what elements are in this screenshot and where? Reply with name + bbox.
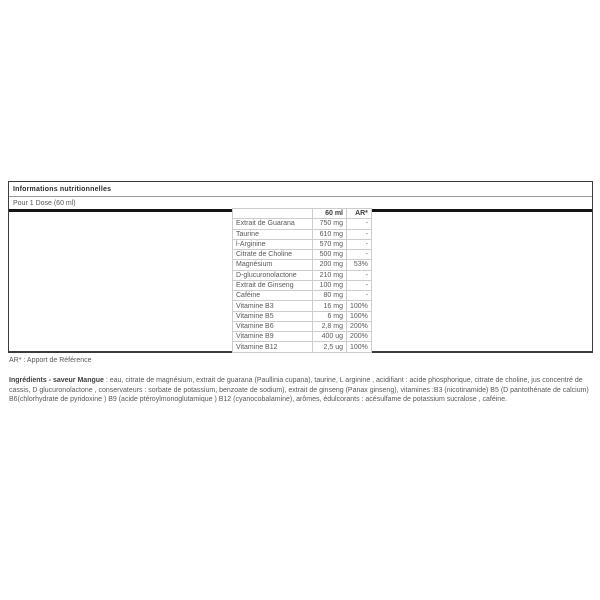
nutrient-ar: 100% — [347, 301, 372, 311]
nutrient-amount: 2,5 ug — [313, 342, 347, 352]
nutrient-amount: 570 mg — [313, 239, 347, 249]
ingredients-text: : eau, citrate de magnésium, extrait de guarana (Paullinia cupana), taurine, L arginine , acidifiant : acide phosphorique, citrate de choline, jus concentré de cassis, D glucuronolactone , conservateurs : sorbate de potassium, benzoate de sodium), extrait de ginseng (Panax ginseng), vitamines :B3 (nicotinamide) B5 (D pantothénate de calcium) B6(chlorhydrate de pyridoxine ) B9 (acide ptéroylmonoglutamique ) B12 (cyanocobalamine), arômes, édulcorants : acésulfame de potassium sucralose , caféine. — [9, 377, 589, 404]
nutrient-amount: 80 mg — [313, 291, 347, 301]
nutrient-ar: - — [347, 280, 372, 290]
ingredients-label: Ingrédients - saveur Mangue — [9, 377, 104, 384]
nutrient-name: Vitamine B3 — [233, 301, 313, 311]
table-row — [233, 301, 372, 311]
nutrition-panel-title: Informations nutritionnelles — [9, 182, 592, 197]
nutrient-amount: 750 mg — [313, 219, 347, 229]
table-row — [233, 342, 372, 352]
nutrient-name: D-glucuronolactone — [233, 270, 313, 280]
table-row — [233, 280, 372, 290]
nutrition-rows — [233, 219, 372, 352]
nutrient-ar: 200% — [347, 332, 372, 342]
header-row — [233, 209, 372, 219]
nutrient-amount: 500 mg — [313, 250, 347, 260]
table-row — [233, 270, 372, 280]
nutrition-panel — [8, 181, 593, 353]
nutrient-name: l-Arginine — [233, 239, 313, 249]
nutrient-name: Vitamine B12 — [233, 342, 313, 352]
nutrient-name: Caféine — [233, 291, 313, 301]
table-row — [233, 311, 372, 321]
table-row — [233, 229, 372, 239]
table-row — [233, 321, 372, 331]
nutrient-name: Vitamine B6 — [233, 321, 313, 331]
nutrient-ar: 53% — [347, 260, 372, 270]
nutrient-name: Vitamine B9 — [233, 332, 313, 342]
table-row — [233, 250, 372, 260]
column-header-ar: AR* — [347, 209, 372, 219]
table-row — [233, 219, 372, 229]
nutrient-amount: 610 mg — [313, 229, 347, 239]
nutrient-ar: 100% — [347, 342, 372, 352]
nutrient-amount: 210 mg — [313, 270, 347, 280]
nutrient-name: Citrate de Choline — [233, 250, 313, 260]
column-header-nutrient — [233, 209, 313, 219]
nutrient-ar: - — [347, 239, 372, 249]
nutrition-table-header — [233, 209, 372, 219]
table-row — [233, 260, 372, 270]
table-row — [233, 332, 372, 342]
nutrient-ar: - — [347, 250, 372, 260]
nutrient-name: Magnésium — [233, 260, 313, 270]
nutrient-name: Extrait de Guarana — [233, 219, 313, 229]
nutrient-amount: 200 mg — [313, 260, 347, 270]
ingredients-paragraph — [9, 376, 593, 405]
nutrient-amount: 2,8 mg — [313, 321, 347, 331]
nutrient-ar: - — [347, 229, 372, 239]
nutrient-ar: 100% — [347, 311, 372, 321]
nutrient-amount: 6 mg — [313, 311, 347, 321]
table-row — [233, 291, 372, 301]
nutrient-ar: - — [347, 270, 372, 280]
nutrition-table — [232, 208, 372, 353]
reference-footnote: AR* : Apport de Référence — [9, 357, 92, 364]
nutrient-ar: - — [347, 219, 372, 229]
nutrient-name: Extrait de Ginseng — [233, 280, 313, 290]
nutrient-amount: 16 mg — [313, 301, 347, 311]
nutrient-ar: 200% — [347, 321, 372, 331]
nutrient-ar: - — [347, 291, 372, 301]
nutrient-amount: 100 mg — [313, 280, 347, 290]
nutrient-name: Taurine — [233, 229, 313, 239]
nutrient-name: Vitamine B5 — [233, 311, 313, 321]
nutrient-amount: 400 ug — [313, 332, 347, 342]
nutrition-panel-subtitle: Pour 1 Dose (60 ml) — [13, 200, 76, 207]
column-header-dose: 60 ml — [313, 209, 347, 219]
table-row — [233, 239, 372, 249]
